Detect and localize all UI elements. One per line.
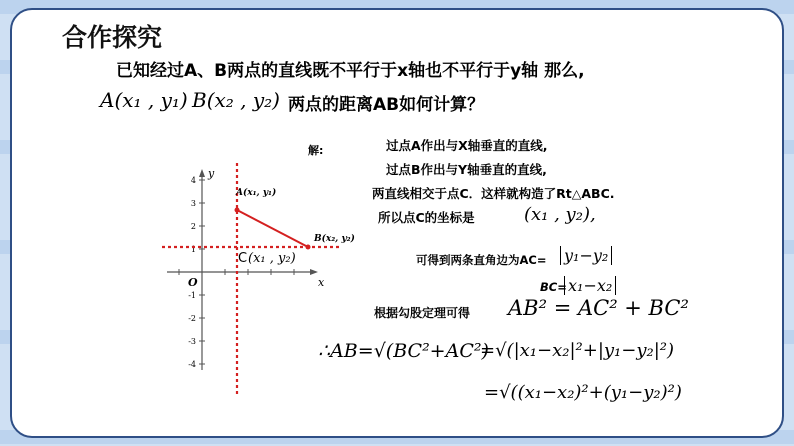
solution-step-3: 两直线相交于点C．这样就构造了Rt△ABC. [372,186,615,201]
point-c-coordinate-formula: (x₁ , y₂), [524,204,596,225]
bc-prefix: BC= [540,280,567,294]
origin-label: O [188,276,198,289]
solution-label: 解: [308,144,324,157]
y-tick: 1 [190,245,196,254]
y-axis-arrow [199,169,205,177]
point-b-label: B(x₂, y₂) [314,234,355,244]
y-tick: -3 [188,337,196,346]
ab-equation-final: =√((x₁−x₂)²+(y₁−y₂)²) [484,382,682,403]
point-b-formula: B(x₂ , y₂) [192,88,280,112]
y-tick: 3 [190,199,196,208]
intro-line-1: 已知经过A、B两点的直线既不平行于x轴也不平行于y轴 那么, [116,61,585,81]
y-tick: 4 [190,176,196,185]
solution-step-2: 过点B作出与Y轴垂直的直线, [386,162,547,177]
intro-question: 两点的距离AB如何计算？ [288,95,485,115]
x-axis-label: x [318,276,325,289]
coordinate-graph [162,155,355,395]
point-a-formula: A(x₁ , y₁) [100,88,188,112]
ac-value [560,246,612,265]
solution-step-4-prefix: 所以点C的坐标是 [378,210,475,225]
point-b [306,245,311,250]
y-axis-label: y [208,167,215,180]
pythagoras-label: 根据勾股定理可得 [374,306,471,320]
point-c-label: C [238,251,248,266]
bc-value-text: x₁−x₂ [564,276,616,295]
page-title: 合作探究 [62,23,163,52]
ab-equation-left: ∴AB=√(BC²+AC²) [318,340,489,362]
x-axis-arrow [310,269,318,275]
pythagoras-equation: AB² = AC² + BC² [508,296,689,320]
point-c-coords: (x₁ , y₂) [248,251,296,266]
y-tick: -2 [188,314,196,323]
legs-prefix: 可得到两条直角边为AC= [416,253,547,267]
y-tick: 2 [190,222,196,231]
ac-value-text: y₁−y₂ [560,246,612,265]
bc-value [564,276,616,295]
ab-equation-right: =√(|x₁−x₂|²+|y₁−y₂|²) [480,340,675,361]
slide-panel [10,8,784,438]
y-tick: -1 [188,291,196,300]
point-a [235,208,240,213]
point-a-label: A(x₁, y₁) [236,188,277,198]
y-tick: -4 [188,360,196,369]
solution-step-1: 过点A作出与X轴垂直的直线, [386,138,548,153]
segment-ab [237,210,308,247]
